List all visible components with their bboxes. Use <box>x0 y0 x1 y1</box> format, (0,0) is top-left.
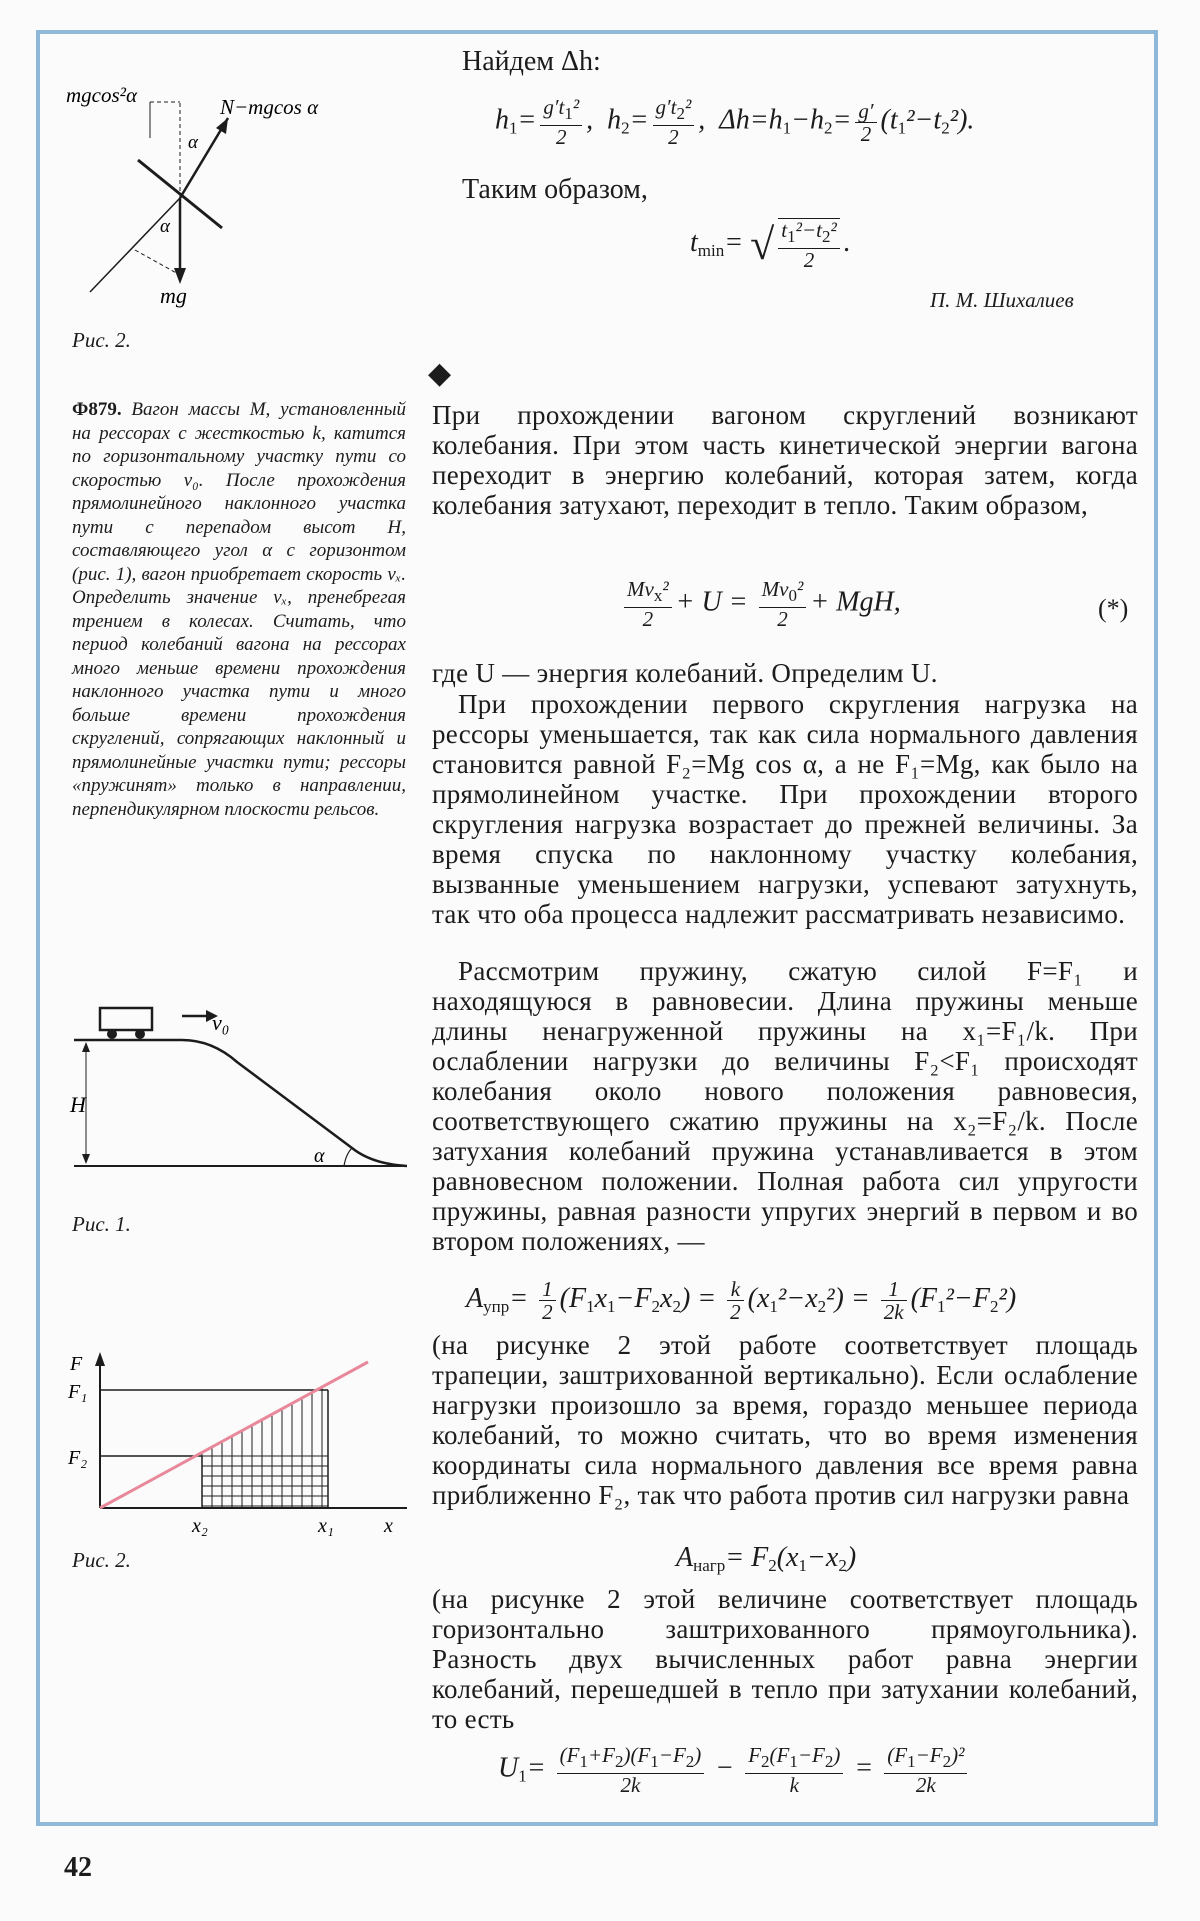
label-f1: F₁ <box>68 1381 88 1403</box>
heading-find-dh: Найдем Δh: <box>462 46 601 77</box>
force-diagram <box>60 60 380 320</box>
figure-1 <box>62 990 412 1190</box>
problem-number: Ф879. <box>72 399 122 420</box>
label-x2: x₂ <box>192 1515 208 1537</box>
solution-paragraph-2: где U — энергия колебаний. Определим U. <box>432 658 938 688</box>
label-f2: F₂ <box>68 1447 88 1469</box>
author: П. М. Шихалиев <box>930 288 1074 312</box>
formula-h-render: $h_1=$ $\frac{g't_1^2}{2}$ , $h_2=$ $\frac{g't_2^2}{2}$ , $\Delta h=h_1-h_2=$ $\frac{g'}{2}$ $(t_1^2-t_2^2)$. <box>495 95 975 149</box>
label-x: x <box>384 1515 393 1537</box>
solution-paragraph-6: (на рисунке 2 этой величине соответствует площадь горизонтально заштрихованного прямоугольника). Разность двух вычисленных работ равна энергии колебаний, перешедшей в тепло при затухании колебаний, то есть <box>432 1584 1138 1734</box>
label-alpha-top: α <box>188 132 198 153</box>
problem-text: Вагон массы M, установленный на рессорах с жесткостью k, катится по горизонтальному участку пути со скоростью v₀. После прохождения прямолинейного наклонного участка пути с перепадом высот H, составляющего угол α с горизонтом (рис. 1), вагон приобретает скорость vₓ. Определить значение vₓ, пренебрегая трением в колесах. Считать, что период колебаний вагона на рессорах много меньше времени прохождения наклонного участка пути и много больше времени прохождения скруглений, сопрягающих наклонный и прямолинейные участки пути; рессоры «пружинят» только в направлении, перпендикулярном плоскости рельсов. <box>72 399 406 820</box>
label-alpha-fig1: α <box>314 1145 325 1167</box>
equation-a-nagr: $A_{нагр}= F_2(x_1-x_2)$ <box>676 1542 857 1575</box>
label-n-force: N−mgcos α <box>220 95 319 119</box>
solution-paragraph-3: При прохождении первого скругления нагрузка на рессоры уменьшается, так как сила нормального давления становится равной F₂=Mg cos α, а не F₁=Mg, как было на прямолинейном участке. При прохождении второго скругления нагрузка возрастает до прежней величины. За время спуска по наклонному участку колебания, вызванные уменьшением нагрузки, успевают затухнуть, так что оба процесса надлежит рассматривать независимо. <box>432 689 1138 929</box>
equation-a-upr: $A_{упр}=$ $\frac{1}{2}$ $(F_1x_1-F_2x_2)$ = $\frac{k}{2}$ $(x_1^2-x_2^2)$ = $\frac{1}{2k}$ $(F_1^2-F_2^2)$ <box>466 1277 1017 1324</box>
label-x1: x₁ <box>318 1515 334 1537</box>
equation-u1: $U_1=$ $\frac{(F_1+F_2)(F_1-F_2)}{2k}$ − $\frac{F_2(F_1-F_2)}{k}$ = $\frac{(F_1-F_2)^2}{2k}$ <box>498 1744 971 1796</box>
section-diamond: ◆ <box>428 357 452 390</box>
figure-caption-2: Рис. 2. <box>72 1548 131 1572</box>
label-mg: mg <box>160 283 187 308</box>
label-mgcos2: mgcos²α <box>66 83 137 107</box>
solution-paragraph-4: Рассмотрим пружину, сжатую силой F=F₁ и находящуюся в равновесии. Длина пружины меньше длины ненагруженной пружины на x₁=F₁/k. При ослаблении нагрузки до величины F₂<F₁ происходят колебания около нового положения равновесия, соответствующего сжатию пружины на x₂=F₂/k. После затухания колебаний пружина устанавливается в этом равновесном положении. Полная работа сил упругости пружины, равная разности упругих энергий в первом и во втором положениях, — <box>432 956 1138 1256</box>
label-f: F <box>70 1353 83 1375</box>
solution-paragraph-5: (на рисунке 2 этой работе соответствует площадь трапеции, заштрихованной вертикально). Если ослабление нагрузки произошло за время, гораздо меньшее периода колебаний, то можно считать, что во время изменения координаты сила нормального давления все время равна приближенно F₂, так что работа против сил нагрузки равна <box>432 1330 1138 1510</box>
equation-tag: (*) <box>1098 594 1129 623</box>
text-thus: Таким образом, <box>462 174 648 205</box>
figure-caption-1: Рис. 1. <box>72 1212 131 1236</box>
equation-main: $\frac{Mv_x^2}{2}$ + U = $\frac{Mv_0^2}{2}$ + MgH, <box>620 578 901 630</box>
label-h: H <box>70 1092 86 1117</box>
label-alpha-bottom: α <box>160 216 170 237</box>
page-number: 42 <box>64 1852 92 1883</box>
figure-2 <box>62 1348 412 1548</box>
formula-tmin: $t_{min}=$ √ $\frac{t_1^2-t_2^2}{2}$ . <box>690 218 851 272</box>
solution-paragraph-1: При прохождении вагоном скруглений возникают колебания. При этом часть кинетической энергии вагона переходит в энергию колебаний, которая затем, когда колебания затухают, переходит в тепло. Таким образом, <box>432 400 1138 520</box>
label-v0: v₀ <box>212 1010 230 1035</box>
problem-statement <box>72 398 406 821</box>
figure-caption-top: Рис. 2. <box>72 328 131 352</box>
hatch-area <box>202 1387 328 1508</box>
